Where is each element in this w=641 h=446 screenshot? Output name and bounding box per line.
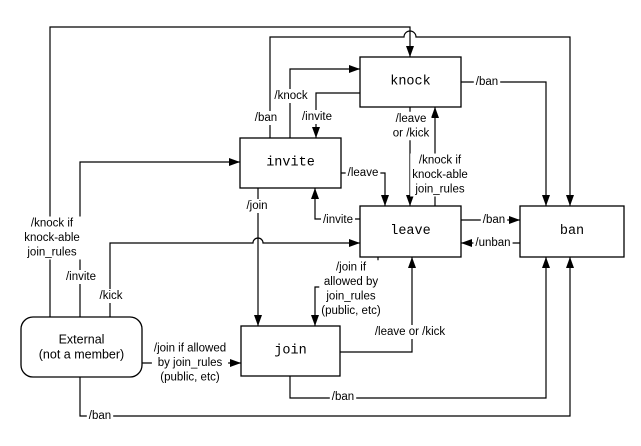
edge-label-text: join_rules xyxy=(326,290,376,303)
edge-label-knock-invite xyxy=(300,110,334,124)
edge-label-text: join_rules xyxy=(415,183,465,196)
edge-label-invite-knock xyxy=(272,89,309,103)
edge-label-text: /ban xyxy=(331,391,355,403)
edge-label-invite-ban xyxy=(253,111,279,125)
state-node-invite xyxy=(240,138,341,188)
edge-label-external-knock xyxy=(22,217,82,260)
edge-label-text: /join if allowed xyxy=(153,342,227,355)
edge-label-text: /ban xyxy=(88,410,112,422)
edge-label-text: /join xyxy=(246,200,268,212)
state-node-label: join xyxy=(274,343,307,359)
edge-label-text: /unban xyxy=(475,237,511,249)
edge-label-text: join_rules xyxy=(27,246,77,259)
state-node-external xyxy=(21,317,142,377)
edge-label-text: /invite xyxy=(65,271,97,283)
state-node-ban xyxy=(520,206,624,257)
state-node-label: External xyxy=(58,332,105,347)
edge-label-text: (public, etc) xyxy=(321,304,381,317)
edge-label-text: knock-able xyxy=(24,232,80,244)
edge-label-text: allowed by xyxy=(323,275,379,288)
edge-invite-knock xyxy=(290,69,360,138)
edge-label-knock-leave xyxy=(391,112,432,141)
edge-label-knock-ban xyxy=(474,75,500,89)
edge-label-join-leave xyxy=(373,325,448,339)
edge-label-text: /kick xyxy=(99,290,123,302)
edge-label-external-invite xyxy=(64,270,98,284)
edge-label-leave-ban xyxy=(481,213,507,227)
edge-label-text: knock-able xyxy=(412,169,468,181)
state-node-label: invite xyxy=(266,155,315,171)
edge-label-text: /leave xyxy=(347,167,379,179)
edge-label-text: /knock if xyxy=(30,217,74,230)
edge-label-text: /leave xyxy=(395,112,427,125)
state-node-leave xyxy=(360,206,461,257)
edge-label-text: /leave or /kick xyxy=(374,326,446,338)
edge-knock-ban xyxy=(461,82,546,206)
state-node-join xyxy=(241,326,340,376)
edge-label-text: /ban xyxy=(254,112,278,124)
state-node-label: ban xyxy=(559,224,585,239)
edge-label-ban-leave xyxy=(473,236,512,250)
state-node-knock xyxy=(360,57,461,107)
edge-label-text: or /kick xyxy=(392,127,430,140)
edge-label-join-ban xyxy=(330,390,356,404)
edge-label-text: /ban xyxy=(482,214,506,226)
edge-label-text: /knock xyxy=(274,90,308,102)
edge-label-external-leave xyxy=(98,289,125,303)
edge-label-external-ban xyxy=(87,409,113,423)
edge-label-invite-leave xyxy=(346,166,381,180)
state-node-label: (not a member) xyxy=(38,347,125,362)
edge-label-text: /invite xyxy=(322,214,354,226)
edge-label-external-join xyxy=(152,342,228,385)
edge-label-text: (public, etc) xyxy=(160,371,220,384)
edge-label-leave-join xyxy=(319,260,383,318)
edge-label-invite-join xyxy=(244,199,269,213)
state-node-label: knock xyxy=(390,74,431,90)
edge-label-text: /knock if xyxy=(418,154,462,167)
edge-label-leave-knock xyxy=(410,154,470,197)
state-node-label: leave xyxy=(390,224,431,239)
edge-label-text: /join if xyxy=(335,261,367,274)
edge-label-text: /ban xyxy=(475,76,499,88)
edge-label-text: by join_rules xyxy=(157,357,223,369)
edge-label-text: /invite xyxy=(301,111,333,123)
edge-label-leave-invite xyxy=(321,213,355,227)
